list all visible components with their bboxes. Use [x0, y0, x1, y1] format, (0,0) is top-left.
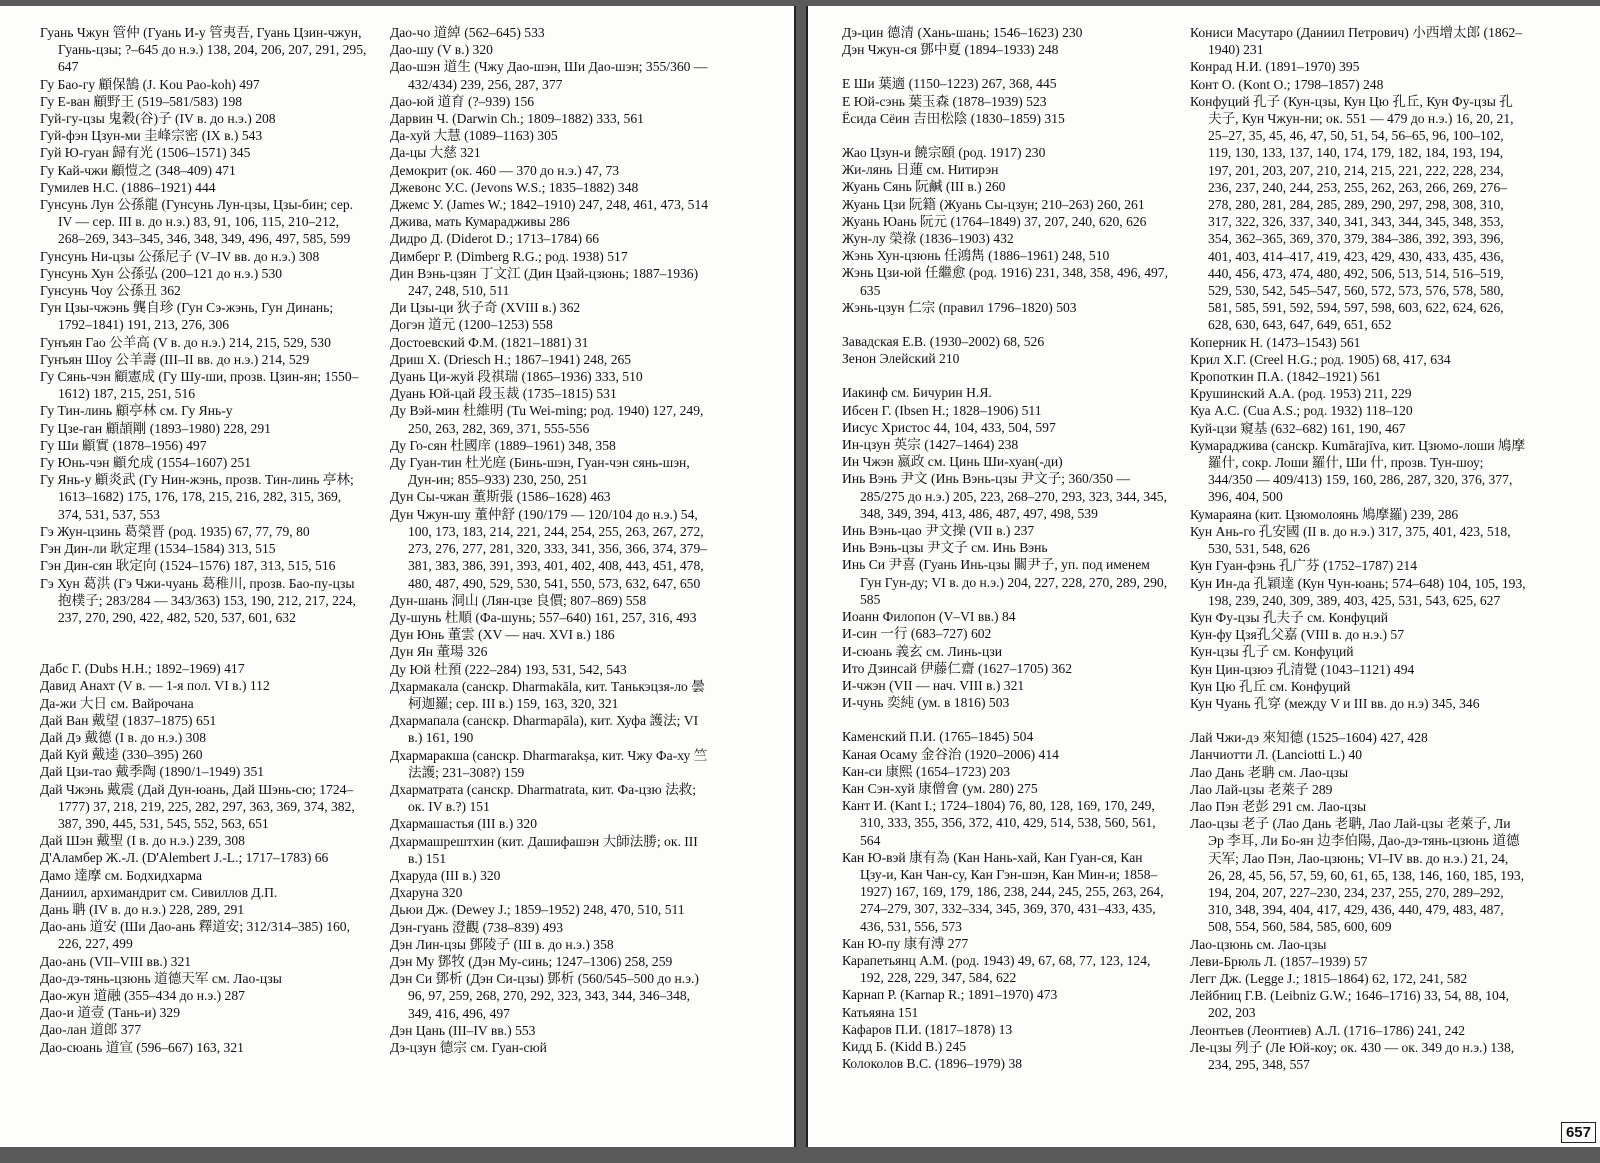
index-entry: Ду-шунь 杜順 (Фа-шунь; 557–640) 161, 257, 316, 493	[390, 609, 697, 625]
index-entry: Конт О. (Kont O.; 1798–1857) 248	[1190, 76, 1384, 92]
index-entry: Ито Дзинсай 伊藤仁齋 (1627–1705) 362	[842, 660, 1072, 676]
index-entry: Конрад Н.И. (1891–1970) 395	[1190, 59, 1360, 75]
index-entry: Завадская Е.В. (1930–2002) 68, 526	[842, 334, 1045, 350]
index-entry: Гуй-гу-цзы 鬼穀(谷)子 (IV в. до н.э.) 208	[40, 111, 276, 127]
index-entry: Дай Чжэнь 戴震 (Дай Дун-юань, Дай Шэнь-сю; 1724–1777) 37, 218, 219, 225, 282, 297, 363, 369, 374, 382, 387, 390, 445, 531, 545, 552, 563, 651	[40, 781, 355, 831]
index-entry: Димберг Р. (Dimberg R.G.; род. 1938) 517	[390, 248, 628, 264]
index-entry: Жуань Юань 阮元 (1764–1849) 37, 207, 240, 620, 626	[842, 213, 1147, 229]
index-entry: Жи-лянь 日蓮 см. Нитирэн	[842, 162, 999, 178]
index-entry: Лао Дань 老聃 см. Лао-цзы	[1190, 764, 1349, 780]
index-entry: Кан Ю-пу 康有溥 277	[842, 935, 969, 951]
index-entry: Ду Гуан-тин 杜光庭 (Бинь-шэн, Гуан-чэн сянь-шэн, Дун-ин; 855–933) 230, 250, 251	[390, 455, 690, 488]
section-gap	[40, 626, 368, 643]
index-entry: Дай Цзи-тао 戴季陶 (1890/1–1949) 351	[40, 764, 265, 780]
index-entry: Ёсида Сёин 吉田松陰 (1830–1859) 315	[842, 110, 1065, 126]
index-entry: Д'Аламбер Ж.-Л. (D'Alembert J.-L.; 1717–1783) 66	[40, 850, 329, 866]
index-entry: Дай Шэн 戴聖 (I в. до н.э.) 239, 308	[40, 833, 245, 849]
index-entry: Дэн Чжун-ся 鄧中夏 (1894–1933) 248	[842, 42, 1059, 58]
index-entry: Давид Анахт (V в. — 1-я пол. VI в.) 112	[40, 678, 270, 694]
index-entry: Дао-дэ-тянь-цзюнь 道德天军 см. Лао-цзы	[40, 970, 282, 986]
index-entry: Жун-лу 榮祿 (1836–1903) 432	[842, 231, 1014, 247]
index-entry: Дун Юнь 董雲 (XV — нач. XVI в.) 186	[390, 627, 615, 643]
index-entry: Гу Цзе-ган 顧頡剛 (1893–1980) 228, 291	[40, 420, 271, 436]
index-entry: Джевонс У.С. (Jevons W.S.; 1835–1882) 348	[390, 179, 639, 195]
index-entry: Кун Фу-цзы 孔夫子 см. Конфуций	[1190, 609, 1389, 625]
index-entry: И-сюань 義玄 см. Линь-цзи	[842, 643, 1003, 659]
index-entry: Ди Цзы-ци 狄子奇 (XVIII в.) 362	[390, 300, 581, 316]
index-entry: Дьюи Дж. (Dewey J.; 1859–1952) 248, 470, 510, 511	[390, 902, 685, 918]
index-entry: Дхармакала (санскр. Dharmakāla, кит. Танькэцзя-ло 曇柯迦羅; сер. III в.) 159, 163, 320, 321	[390, 678, 705, 711]
index-entry: Кант И. (Kant I.; 1724–1804) 76, 80, 128, 169, 170, 249, 310, 333, 355, 356, 372, 410, 429, 514, 538, 560, 561, 564	[842, 798, 1156, 848]
index-entry: Дай Дэ 戴德 (I в. до н.э.) 308	[40, 729, 207, 745]
left-page	[0, 6, 796, 1147]
index-entry: Инь Вэнь-цао 尹文操 (VII в.) 237	[842, 523, 1035, 539]
index-entry: Кан Ю-вэй 康有為 (Кан Нань-хай, Кан Гуан-ся, Кан Цзу-и, Кан Чан-су, Кан Гэн-шэн, Кан Мин-и; 1858–1927) 167, 169, 179, 186, 238, 244, 245, 255, 263, 264, 274–279, 307, 332–334, 345, 369, 370, 431–433, 435, 436, 531, 556, 573	[842, 849, 1164, 934]
index-entry: Дамо 達摩 см. Бодхидхарма	[40, 867, 203, 883]
index-entry: Кан Сэн-хуй 康僧會 (ум. 280) 275	[842, 780, 1038, 796]
section-gap	[1190, 712, 1526, 729]
index-entry: Жао Цзун-и 饒宗頤 (род. 1917) 230	[842, 145, 1046, 161]
left-column-1	[40, 24, 368, 1056]
index-entry: Кропоткин П.А. (1842–1921) 561	[1190, 369, 1381, 385]
index-entry: Леви-Брюль Л. (1857–1939) 57	[1190, 953, 1368, 969]
index-entry: Дхармашастья (III в.) 320	[390, 816, 538, 832]
index-entry: Инь Вэнь-цзы 尹文子 см. Инь Вэнь	[842, 540, 1048, 556]
index-entry: Дай Куй 戴逵 (330–395) 260	[40, 747, 203, 763]
right-column-1	[842, 24, 1172, 1072]
index-entry: Кумараджива (санскр. Kumārajīva, кит. Цзюмо-лоши 鳩摩羅什, сокр. Лоши 羅什, Ши 什, прозв. Тун-шоу; 344/350 — 409/413) 159, 160, 286, 287, 320, 376, 377, 396, 404, 500	[1190, 437, 1526, 505]
index-entry: Каменский П.И. (1765–1845) 504	[842, 729, 1034, 745]
index-entry: Да-цы 大慈 321	[390, 145, 481, 161]
index-entry: Кан-си 康熙 (1654–1723) 203	[842, 763, 1011, 779]
index-entry: Гуй-фэн Цзун-ми 圭峰宗密 (IX в.) 543	[40, 128, 263, 144]
index-entry: Дэн Лин-цзы 鄧陵子 (III в. до н.э.) 358	[390, 936, 614, 952]
index-entry: Дуань Юй-цай 段玉裁 (1735–1815) 531	[390, 386, 617, 402]
index-entry: Ибсен Г. (Ibsen H.; 1828–1906) 511	[842, 402, 1042, 418]
index-entry: Дхармашрештхин (кит. Дашифашэн 大師法勝; ок. III в.) 151	[390, 833, 698, 866]
index-entry: Дун Ян 董瑒 326	[390, 644, 488, 660]
index-entry: Конфуций 孔子 (Кун-цзы, Кун Цю 孔丘, Кун Фу-цзы 孔夫子, Кун Чжун-ни; ок. 551 — 479 до н.э.) 16, 20, 21, 25–27, 35, 45, 46, 47, 50, 51, 54, 56–65, 96, 100–102, 119, 130, 133, 137, 140, 174, 179, 182, 184, 193, 194, 197, 201, 203, 207, 210, 214, 215, 221, 222, 228, 234, 236, 237, 240, 244, 253, 255, 262, 263, 266, 269, 276–278, 280, 281, 284, 285, 289, 290, 297, 298, 308, 310, 317, 322, 326, 337, 340, 341, 343, 344, 345, 348, 353, 354, 362–365, 369, 370, 379, 384–386, 392, 393, 396, 401, 403, 414–417, 419, 423, 429, 430, 433, 435, 436, 440, 456, 473, 474, 480, 492, 506, 513, 514, 516–519, 529, 530, 542, 545–547, 560, 572, 573, 576, 578, 580, 581, 585, 591, 592, 594, 597, 598, 603, 622, 624, 626, 628, 630, 643, 647, 649, 651, 652	[1190, 93, 1514, 333]
index-entry: Гунсунь Лун 公孫龍 (Гунсунь Лун-цзы, Цзы-бин; сер. IV — сер. III в. до н.э.) 83, 91, 106, 115, 210–212, 268–269, 343–345, 346, 348, 349, 496, 497, 585, 599	[40, 197, 354, 247]
index-entry: Дхарматрата (санскр. Dharmatrata, кит. Фа-цзю 法救; ок. IV в.?) 151	[390, 781, 697, 815]
index-entry: Дэн-гуань 澄觀 (738–839) 493	[390, 919, 564, 935]
index-entry: Ле-цзы 列子 (Ле Юй-коу; ок. 430 — ок. 349 до н.э.) 138, 234, 295, 348, 557	[1190, 1039, 1515, 1072]
index-entry: Лао-цзы 老子 (Лао Дань 老聃, Лао Лай-цзы 老萊子, Ли Эр 李耳, Ли Бо-ян 边李伯陽, Дао-дэ-тянь-цзюнь 道德天军; Лао Пэн, Лао-цзюнь; VI–IV вв. до н.э.) 21, 24, 26, 28, 45, 56, 57, 59, 60, 61, 65, 138, 146, 160, 185, 193, 194, 204, 207, 227–230, 234, 237, 255, 270, 289–292, 310, 348, 394, 404, 417, 429, 436, 440, 479, 483, 487, 508, 554, 560, 584, 585, 600, 609	[1190, 816, 1525, 935]
index-entry: Да-жи 大日 см. Вайрочана	[40, 695, 194, 711]
index-entry: Дао-шэн 道生 (Чжу Дао-шэн, Ши Дао-шэн; 355/360 — 432/434) 239, 256, 287, 377	[390, 59, 708, 92]
index-entry: Ду Юй 杜預 (222–284) 193, 531, 542, 543	[390, 661, 627, 677]
index-entry: Дай Ван 戴望 (1837–1875) 651	[40, 712, 217, 728]
index-entry: Дабс Г. (Dubs H.H.; 1892–1969) 417	[40, 661, 245, 677]
index-entry: Е Юй-сэнь 葉玉森 (1878–1939) 523	[842, 93, 1047, 109]
index-entry: Инь Вэнь 尹文 (Инь Вэнь-цзы 尹文子; 360/350 — 285/275 до н.э.) 205, 223, 268–270, 293, 323, 344, 345, 348, 349, 394, 413, 486, 487, 497, 498, 539	[842, 471, 1168, 521]
index-entry: Дуань Ци-жуй 段祺瑞 (1865–1936) 333, 510	[390, 369, 643, 385]
index-entry: Кун Чуань 孔穿 (между V и III вв. до н.э) 345, 346	[1190, 695, 1480, 711]
index-entry: Ду Вэй-мин 杜維明 (Tu Wei-ming; род. 1940) 127, 249, 250, 263, 282, 369, 371, 555-556	[390, 403, 704, 436]
index-entry: Лао Лай-цзы 老萊子 289	[1190, 781, 1333, 797]
index-entry: Кун Ань-го 孔安國 (II в. до н.э.) 317, 375, 401, 423, 518, 530, 531, 548, 626	[1190, 523, 1511, 557]
index-entry: Гуань Чжун 管仲 (Гуань И-у 管夷吾, Гуань Цзин-чжун, Гуань-цзы; ?–645 до н.э.) 138, 204, 206, 207, 291, 295, 647	[40, 25, 367, 75]
index-entry: Коперник Н. (1473–1543) 561	[1190, 334, 1361, 350]
index-entry: Достоевский Ф.М. (1821–1881) 31	[390, 334, 589, 350]
index-entry: Ду Го-сян 杜國庠 (1889–1961) 348, 358	[390, 437, 616, 453]
index-entry: Дун-шань 洞山 (Лян-цзе 良價; 807–869) 558	[390, 592, 647, 608]
index-entry: Инь Си 尹喜 (Гуань Инь-цзы 關尹子, уп. под именем Гун Гун-ду; VI в. до н.э.) 204, 227, 228, 270, 289, 290, 585	[842, 557, 1168, 607]
index-entry: Гэ Жун-цзинь 葛榮晋 (род. 1935) 67, 77, 79, 80	[40, 523, 310, 539]
index-entry: Жуань Цзи 阮籍 (Жуань Сы-цзун; 210–263) 260, 261	[842, 196, 1145, 212]
index-entry: Куй-цзи 窺基 (632–682) 161, 190, 467	[1190, 420, 1406, 436]
index-entry: Догэн 道元 (1200–1253) 558	[390, 317, 553, 333]
index-entry: Кун Цин-цзюэ 孔清覺 (1043–1121) 494	[1190, 661, 1415, 677]
index-entry: Кумараяна (кит. Цзюмолоянь 鳩摩羅) 239, 286	[1190, 506, 1459, 522]
index-entry: Кун Ин-да 孔穎達 (Кун Чун-юань; 574–648) 104, 105, 193, 198, 239, 240, 309, 389, 403, 425, 531, 543, 625, 627	[1190, 575, 1526, 608]
section-gap	[842, 58, 1172, 75]
section-gap	[40, 643, 368, 660]
right-column-2	[1190, 24, 1526, 1073]
index-entry: Дэн Си 鄧析 (Дэн Си-цзы) 鄧析 (560/545–500 до н.э.) 96, 97, 259, 268, 270, 292, 323, 343, 344, 346–348, 349, 416, 496, 497	[390, 971, 699, 1021]
index-entry: Гу Юнь-чэн 顧允成 (1554–1607) 251	[40, 455, 252, 471]
index-entry: Кониси Масутаро (Даниил Петрович) 小西增太郎 (1862–1940) 231	[1190, 25, 1523, 58]
index-entry: Гу Сянь-чэн 顧憲成 (Гу Шу-ши, прозв. Цзин-ян; 1550–1612) 187, 215, 251, 516	[40, 369, 359, 402]
index-entry: Дао-шу (V в.) 320	[390, 42, 493, 58]
index-entry: Дун Чжун-шу 董仲舒 (190/179 — 120/104 до н.э.) 54, 100, 173, 183, 214, 221, 244, 254, 255, 263, 267, 272, 273, 276, 277, 281, 320, 333, 341, 356, 366, 374, 379–381, 383, 386, 391, 393, 401, 402, 408, 443, 451, 478, 480, 487, 490, 529, 530, 541, 550, 573, 632, 647, 650	[390, 506, 708, 591]
index-entry: Карнап Р. (Karnap R.; 1891–1970) 473	[842, 987, 1058, 1003]
index-entry: Демокрит (ок. 460 — 370 до н.э.) 47, 73	[390, 162, 620, 178]
index-entry: Гу Тин-линь 顧亭林 см. Гу Янь-у	[40, 403, 233, 419]
index-entry: Дхаруна 320	[390, 885, 463, 901]
index-entry: Гунъян Шоу 公羊壽 (III–II вв. до н.э.) 214, 529	[40, 351, 310, 367]
index-entry: Кун Гуан-фэнь 孔广芬 (1752–1787) 214	[1190, 558, 1418, 574]
index-entry: Кун-цзы 孔子 см. Конфуций	[1190, 644, 1354, 660]
index-entry: Дидро Д. (Diderot D.; 1713–1784) 66	[390, 231, 600, 247]
index-entry: Колоколов В.С. (1896–1979) 38	[842, 1056, 1023, 1072]
index-entry: Дао-и 道壹 (Тань-и) 329	[40, 1005, 181, 1021]
index-entry: Гунсунь Чоу 公孫丑 362	[40, 283, 181, 299]
left-column-2	[390, 24, 712, 1056]
index-entry: Кун Цю 孔丘 см. Конфуций	[1190, 678, 1351, 694]
right-page	[806, 6, 1600, 1147]
index-entry: Жэнь Хун-цзюнь 任鴻雋 (1886–1961) 248, 510	[842, 248, 1110, 264]
index-entry: Дриш Х. (Driesch H.; 1867–1941) 248, 265	[390, 351, 632, 367]
index-entry: И-чунь 奕純 (ум. в 1816) 503	[842, 695, 1010, 711]
index-entry: Гумилев Н.С. (1886–1921) 444	[40, 179, 216, 195]
index-entry: Гуй Ю-гуан 歸有光 (1506–1571) 345	[40, 145, 251, 161]
index-entry: Дао-ань (VII–VIII вв.) 321	[40, 953, 192, 969]
index-entry: Гу Янь-у 顧炎武 (Гу Нин-жэнь, прозв. Тин-линь 亭林; 1613–1682) 175, 176, 178, 215, 216, 282, 315, 369, 374, 531, 537, 553	[40, 472, 354, 522]
index-entry: Гу Е-ван 顧野王 (519–581/583) 198	[40, 93, 243, 109]
index-entry: Дун Сы-чжан 董斯張 (1586–1628) 463	[390, 489, 611, 505]
index-entry: Дарвин Ч. (Darwin Ch.; 1809–1882) 333, 561	[390, 111, 644, 127]
index-entry: Зенон Элейский 210	[842, 351, 960, 367]
section-gap	[842, 316, 1172, 333]
index-entry: Е Ши 葉適 (1150–1223) 267, 368, 445	[842, 76, 1057, 92]
index-entry: Лао Пэн 老彭 291 см. Лао-цзы	[1190, 798, 1367, 814]
index-entry: Кун-фу Цзя孔父嘉 (VIII в. до н.э.) 57	[1190, 627, 1405, 643]
index-entry: Ланчиотти Л. (Lanciotti L.) 40	[1190, 747, 1363, 763]
index-entry: Гэн Дин-сян 耿定向 (1524–1576) 187, 313, 515, 516	[40, 558, 336, 574]
index-entry: Дэ-цин 德清 (Хань-шань; 1546–1623) 230	[842, 25, 1083, 40]
index-entry: Куа А.С. (Cua A.S.; род. 1932) 118–120	[1190, 403, 1413, 419]
index-entry: Леонтьев (Леонтиев) А.Л. (1716–1786) 241, 242	[1190, 1022, 1466, 1038]
index-entry: Легг Дж. (Legge J.; 1815–1864) 62, 172, 241, 582	[1190, 970, 1468, 986]
index-entry: Ин-цзун 英宗 (1427–1464) 238	[842, 437, 1019, 453]
index-entry: Дэ-цзун 德宗 см. Гуан-сюй	[390, 1039, 547, 1055]
index-entry: И-чжэн (VII — нач. VIII в.) 321	[842, 677, 1025, 693]
index-entry: И-син 一行 (683–727) 602	[842, 626, 992, 642]
index-entry: Жуань Сянь 阮鹹 (III в.) 260	[842, 179, 1006, 195]
index-entry: Дао-ань 道安 (Ши Дао-ань 釋道安; 312/314–385) 160, 226, 227, 499	[40, 919, 350, 952]
index-entry: Каная Осаму 金谷治 (1920–2006) 414	[842, 746, 1059, 762]
index-entry: Жэнь Цзи-юй 任繼愈 (род. 1916) 231, 348, 358, 496, 497, 635	[842, 265, 1168, 298]
index-entry: Дань 聃 (IV в. до н.э.) 228, 289, 291	[40, 901, 245, 917]
index-entry: Кафаров П.И. (1817–1878) 13	[842, 1021, 1013, 1037]
section-gap	[842, 367, 1172, 384]
index-entry: Дао-чо 道綽 (562–645) 533	[390, 25, 545, 40]
index-entry: Даниил, архимандрит см. Сивиллов Д.П.	[40, 884, 278, 900]
index-entry: Дхаруда (III в.) 320	[390, 867, 501, 883]
index-entry: Гунсунь Ни-цзы 公孫尼子 (V–IV вв. до н.э.) 308	[40, 248, 320, 264]
index-entry: Гэн Дин-ли 耿定理 (1534–1584) 313, 515	[40, 541, 276, 557]
index-entry: Дэн Цань (III–IV вв.) 553	[390, 1022, 536, 1038]
index-entry: Дхармапала (санскр. Dharmapāla), кит. Хуфа 護法; VI в.) 161, 190	[390, 713, 699, 746]
index-entry: Лейбниц Г.В. (Leibniz G.W.; 1646–1716) 33, 54, 88, 104, 202, 203	[1190, 988, 1510, 1021]
index-entry: Дао-сюань 道宣 (596–667) 163, 321	[40, 1039, 244, 1055]
index-entry: Дао-лан 道郎 377	[40, 1022, 142, 1038]
index-entry: Иоанн Филопон (V–VI вв.) 84	[842, 609, 1016, 625]
index-entry: Гу Бао-гу 顧保鵠 (J. Kou Pao-koh) 497	[40, 76, 260, 92]
index-entry: Гунъян Гао 公羊高 (V в. до н.э.) 214, 215, 529, 530	[40, 334, 331, 350]
index-entry: Иакинф см. Бичурин Н.Я.	[842, 385, 992, 401]
index-entry: Лай Чжи-дэ 來知德 (1525–1604) 427, 428	[1190, 730, 1428, 746]
section-gap	[842, 127, 1172, 144]
index-entry: Да-хуй 大慧 (1089–1163) 305	[390, 128, 558, 144]
index-entry: Дэн Му 鄧牧 (Дэн Му-синь; 1247–1306) 258, 259	[390, 953, 673, 969]
index-entry: Дхармаракша (санскр. Dharmarakṣa, кит. Чжу Фа-ху 竺法護; 231–308?) 159	[390, 747, 708, 780]
index-entry: Ин Чжэн 嬴政 см. Цинь Ши-хуан(-ди)	[842, 454, 1063, 470]
index-entry: Гу Ши 顧實 (1878–1956) 497	[40, 437, 207, 453]
index-entry: Дао-юй 道育 (?–939) 156	[390, 93, 535, 109]
index-entry: Иисус Христос 44, 104, 433, 504, 597	[842, 419, 1056, 435]
page-number: 657	[1561, 1122, 1596, 1143]
index-entry: Гун Цзы-чжэнь 龔自珍 (Гун Сэ-жэнь, Гун Динань; 1792–1841) 191, 213, 276, 306	[40, 300, 334, 333]
index-entry: Гэ Хун 葛洪 (Гэ Чжи-чуань 葛稚川, прозв. Бао-пу-цзы 抱樸子; 283/284 — 343/363) 153, 190, 212, 217, 224, 237, 270, 290, 422, 482, 520, 537, 601, 632	[40, 575, 356, 625]
index-entry: Гунсунь Хун 公孫弘 (200–121 до н.э.) 530	[40, 265, 283, 281]
index-entry: Гу Кай-чжи 顧愷之 (348–409) 471	[40, 162, 236, 178]
index-entry: Крил Х.Г. (Creel H.G.; род. 1905) 68, 417, 634	[1190, 351, 1451, 367]
index-entry: Лао-цзюнь см. Лао-цзы	[1190, 936, 1327, 952]
index-entry: Жэнь-цзун 仁宗 (правил 1796–1820) 503	[842, 299, 1077, 315]
index-entry: Карапетьянц А.М. (род. 1943) 49, 67, 68, 77, 123, 124, 192, 228, 229, 347, 584, 622	[842, 952, 1151, 986]
index-entry: Джива, мать Кумарадживы 286	[390, 214, 570, 230]
index-entry: Джемс У. (James W.; 1842–1910) 247, 248, 461, 473, 514	[390, 197, 709, 213]
index-entry: Дин Вэнь-цзян 丁文江 (Дин Цзай-цзюнь; 1887–1936) 247, 248, 510, 511	[390, 265, 699, 299]
section-gap	[842, 711, 1172, 728]
index-entry: Кидд Б. (Kidd B.) 245	[842, 1038, 967, 1054]
index-entry: Дао-жун 道融 (355–434 до н.э.) 287	[40, 987, 245, 1003]
index-entry: Катьяяна 151	[842, 1004, 919, 1020]
index-entry: Крушинский А.А. (род. 1953) 211, 229	[1190, 386, 1412, 402]
